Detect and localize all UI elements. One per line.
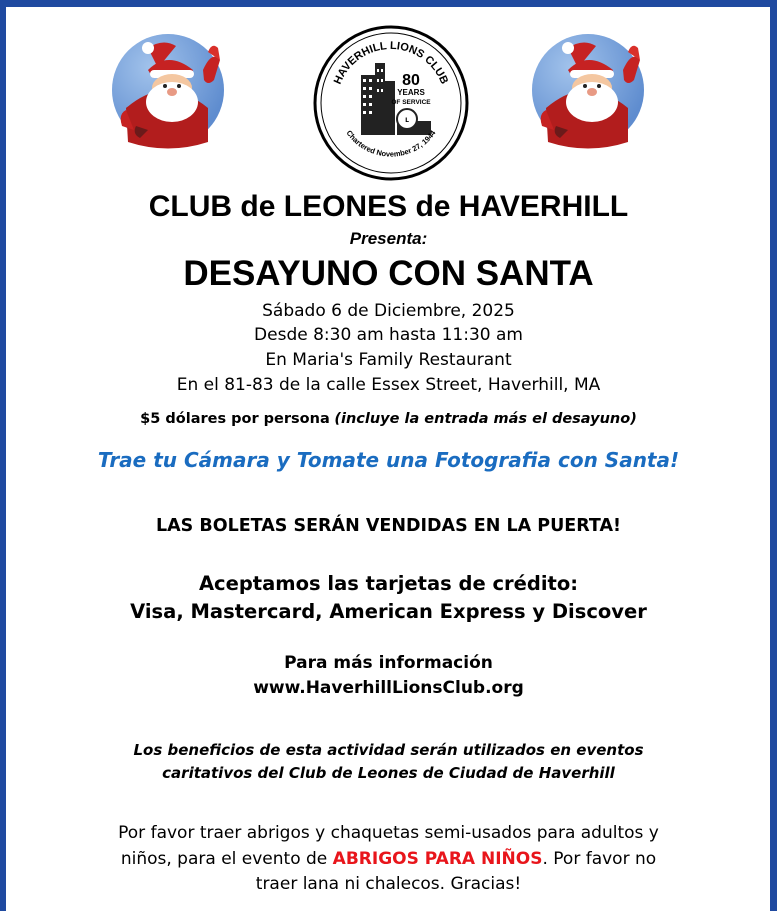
credit-cards-list: Visa, Mastercard, American Express y Discover [130,600,647,623]
coats-for-kids-highlight: ABRIGOS PARA NIÑOS [332,849,543,869]
haverhill-lions-club-logo [311,23,471,183]
price-line [10,411,767,427]
benefits-line-2: caritativos del Club de Leones de Ciudad de Haverhill [162,764,615,782]
club-title: CLUB de LEONES de HAVERHILL [148,190,629,223]
donate-line-2-before: niños, para el evento de [120,849,328,869]
camera-callout: Trae tu Cámara y Tomate una Fotografia con Santa! [97,448,680,472]
border-right [770,0,777,911]
logo-years-text: YEARS [397,88,425,97]
benefits-line-1: Los beneficios de esta actividad serán utilizados en eventos [133,741,644,759]
event-title: DESAYUNO CON SANTA [183,254,594,293]
credit-cards-heading: Aceptamos las tarjetas de crédito: [198,572,579,595]
donate-line-3: traer lana ni chalecos. Gracias! [255,874,522,894]
tickets-notice: LAS BOLETAS SERÁN VENDIDAS EN LA PUERTA! [155,516,622,536]
event-time: Desde 8:30 am hasta 11:30 am [254,325,523,345]
border-left [0,0,6,911]
more-info-label: Para más información [284,653,493,673]
border-top [0,0,777,7]
logo-chartered: Chartered November 27, 1944 [344,128,438,159]
website-link[interactable]: www.HaverhillLionsClub.org [253,678,524,698]
event-date: Sábado 6 de Diciembre, 2025 [262,301,515,321]
event-venue: En Maria's Family Restaurant [265,350,512,370]
price-note: (incluye la entrada más el desayuno) [334,411,637,427]
donate-line-2-after: . Por favor no [542,849,657,869]
event-address: En el 81-83 de la calle Essex Street, Haverhill, MA [176,375,601,395]
logo-of-service: OF SERVICE [391,99,431,106]
santa-right-image [528,30,648,150]
donate-line-1: Por favor traer abrigos y chaquetas semi-usados para adultos y [118,823,659,843]
logo-club-name: HAVERHILL LIONS CLUB [331,39,451,87]
santa-left-image [108,30,228,150]
logo-years-number: 80 [402,72,420,89]
svg-text:L: L [405,117,409,124]
presenta-label: Presenta: [349,229,428,248]
donate-line-2 [10,849,767,869]
price-amount: $5 dólares por persona [140,411,330,427]
